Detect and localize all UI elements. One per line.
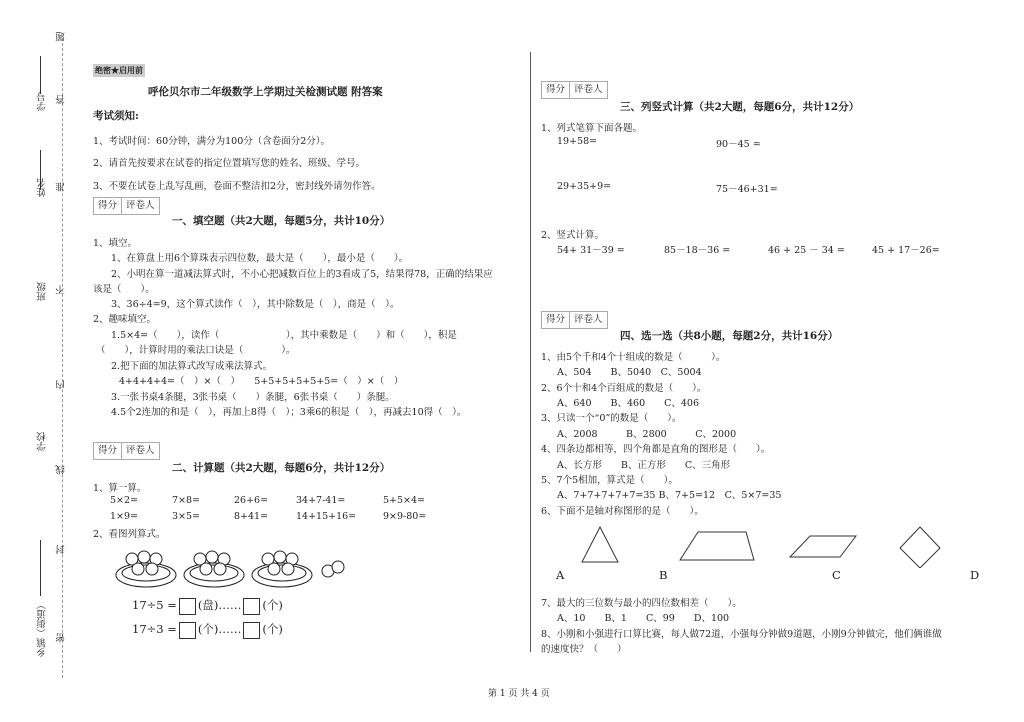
- question-line: 2、趣味填空。: [93, 314, 157, 325]
- binding-label: 准: [56, 182, 67, 192]
- shape-label: D: [970, 568, 980, 582]
- answer-box[interactable]: [243, 622, 260, 639]
- binding-label: 内: [56, 380, 67, 390]
- question-line: 4、四条边都相等，四个角都是直角的图形是（ ）。: [541, 444, 771, 455]
- question-line: 7、最大的三位数与最小的四位数相差（ ）。: [541, 598, 742, 609]
- expr: 26+6=: [234, 495, 269, 506]
- expr: 46 + 25 － 34 =: [768, 245, 845, 256]
- expr: 90－45 =: [716, 139, 761, 150]
- question-line: 2、竖式计算。: [541, 230, 605, 241]
- shape-label: C: [832, 568, 841, 582]
- trapezoid-shape: [680, 532, 754, 560]
- binding-label: 封: [56, 545, 67, 555]
- question-line: 3、36÷4=9，这个算式读作（ ），其中除数是（ ），商是（ ）。: [111, 299, 400, 310]
- section-2-title: 二、计算题（共2大题，每题6分，共计12分）: [172, 462, 391, 474]
- question-line: 1、由5个千和4个十组成的数是（ ）。: [541, 352, 726, 363]
- score-box: 得分 评卷人: [93, 442, 160, 460]
- binding-rule: [40, 56, 41, 94]
- notice-heading: 考试须知:: [93, 110, 139, 122]
- page-title: 呼伦贝尔市二年级数学上学期过关检测试题 附答案: [148, 86, 383, 98]
- question-line: 2、小明在算一道减法算式时，不小心把减数百位上的3看成了5，结果得78，正确的结果应: [111, 269, 493, 280]
- score-box: 得分 评卷人: [541, 311, 608, 329]
- expr: 14+15+16=: [296, 511, 357, 522]
- question-line: 6、下面不是轴对称图形的是（ ）。: [541, 506, 704, 517]
- secret-label: 绝密★启用前: [95, 65, 143, 75]
- binding-label: 学号: [37, 92, 48, 111]
- section-3-title: 三、列竖式计算（共2大题，每题6分，共计12分）: [620, 101, 860, 113]
- expr: 8+41=: [234, 511, 269, 522]
- binding-label: 学校: [37, 432, 48, 451]
- question-line: 8、小刚和小强进行口算比赛，每人做72道，小强每分钟做9道题，小刚9分钟做完，他们俩谁做: [541, 629, 942, 640]
- apple-plates-illustration: [114, 545, 364, 591]
- answer-box[interactable]: [243, 598, 260, 615]
- page-footer: 第 1 页 共 4 页: [488, 689, 550, 699]
- answer-box[interactable]: [179, 598, 196, 615]
- notice-item: 2、请首先按要求在试卷的指定位置填写您的姓名、班级、学号。: [93, 158, 366, 169]
- expr: 5+5×4=: [383, 495, 426, 506]
- question-line: 4.5个2连加的和是（ ），再加上8得（ ）；3乘6的积是（ ），再减去10得（ ）。: [111, 407, 467, 418]
- option-line: A、7+7+7+7+7=35 B、7+5=12 C、5×7=35: [557, 490, 782, 501]
- binding-label: 不: [56, 285, 67, 295]
- option-line: A、10 B、1 C、99 D、100: [557, 613, 730, 624]
- expr: 29+35+9=: [557, 181, 612, 192]
- question-line: 3.一张书桌4条腿，3张书桌（ ）条腿，6张书桌（ ）条腿。: [111, 392, 395, 403]
- question-line: 1.5×4=（ ），读作（ ），其中乘数是（ ）和（ ），积是: [111, 330, 457, 341]
- binding-rule: [40, 540, 41, 596]
- column-divider: [530, 52, 531, 652]
- notice-item: 1、考试时间：60分钟，满分为100分（含卷面分2分）。: [93, 136, 331, 147]
- diamond-shape: [900, 527, 940, 568]
- expr: 54+ 31－39 =: [557, 245, 625, 256]
- option-line: A、504 B、5040 C、5004: [557, 367, 702, 378]
- binding-label: 密: [56, 633, 67, 643]
- binding-label: 姓名: [37, 178, 48, 197]
- expr: 3×5=: [172, 511, 201, 522]
- option-line: A、长方形 B、正方形 C、三角形: [557, 460, 731, 471]
- binding-label: 题: [56, 32, 67, 42]
- binding-label: 乡镇（街道）: [37, 600, 48, 657]
- question-line: 5、7个5相加，算式是（ ）。: [541, 475, 678, 486]
- question-line: 2、6个十和4个百组成的数是（ ）。: [541, 383, 707, 394]
- expr: 9×9-80=: [383, 511, 427, 522]
- score-box: 得分 评卷人: [93, 197, 160, 215]
- expr: 5×2=: [110, 495, 139, 506]
- option-line: A、640 B、460 C、406: [557, 398, 700, 409]
- triangle-shape: [582, 527, 618, 562]
- question-line: 的速度快？（ ）: [541, 644, 627, 655]
- binding-line: [62, 38, 63, 678]
- option-line: A、2008 B、2800 C、2000: [557, 429, 737, 440]
- binding-label: 答: [56, 95, 67, 105]
- shapes-figure: [570, 522, 970, 568]
- binding-label: 线: [56, 465, 67, 475]
- equation-row: 17÷3 = (个)…… (个): [132, 621, 283, 639]
- expr: 1×9=: [110, 511, 139, 522]
- answer-box[interactable]: [179, 622, 196, 639]
- parallelogram-shape: [790, 536, 856, 557]
- expr: 75－46+31=: [716, 184, 778, 195]
- section-1-title: 一、填空题（共2大题，每题5分，共计10分）: [172, 215, 391, 227]
- question-line: 3、只读一个“0”的数是（ ）。: [541, 413, 682, 424]
- binding-label: 班级: [37, 282, 48, 301]
- expr: 7×8=: [172, 495, 201, 506]
- score-box: 得分 评卷人: [541, 81, 608, 99]
- section-4-title: 四、选一选（共8小题，每题2分，共计16分）: [620, 330, 839, 342]
- shape-label: B: [659, 568, 668, 582]
- question-line: 1、在算盘上用6个算珠表示四位数，最大是（ ），最小是（ ）。: [111, 253, 409, 264]
- shape-label: A: [556, 568, 565, 582]
- equation-row: 17÷5 = (盘)…… (个): [132, 597, 283, 615]
- question-line: （ ），计算时用的乘法口诀是（ ）。: [96, 345, 296, 356]
- question-line: 1、列式笔算下面各题。: [541, 123, 643, 134]
- question-line: 4+4+4+4=（ ）×（ ） 5+5+5+5+5+5=（ ）×（ ）: [119, 376, 404, 387]
- question-line: 2.把下面的加法算式改写成乘法算式。: [111, 361, 273, 372]
- expr: 34+7-41=: [296, 495, 346, 506]
- notice-item: 3、不要在试卷上乱写乱画，卷面不整洁扣2分，密封线外请勿作答。: [93, 181, 381, 192]
- expr: 19+58=: [557, 136, 598, 147]
- expr: 45 + 17－26=: [872, 245, 940, 256]
- question-line: 该是（ ）。: [93, 284, 155, 295]
- expr: 85－18－36 =: [664, 245, 731, 256]
- question-line: 1、填空。: [93, 238, 138, 249]
- question-line: 2、看图列算式。: [93, 529, 166, 540]
- question-line: 1、算一算。: [93, 483, 147, 494]
